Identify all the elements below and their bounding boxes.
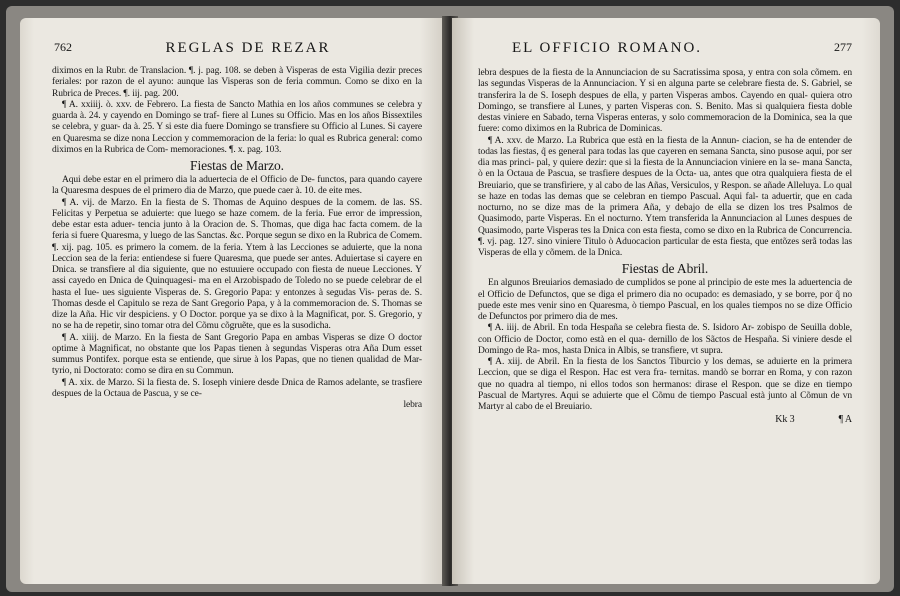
left-running-title: REGLAS DE REZAR	[165, 40, 331, 56]
left-para-ioseph: ¶ A. xix. de Marzo. Si la fiesta de. S. Ioseph viniere desde Dnica de Ramos adelante, se trasfiere despues de la Octaua de Pascua, y se ce-	[52, 377, 422, 399]
right-para-breuiarios: En algunos Breuiarios demasiado de cumplidos se pone al principio de este mes la aduertencia de el Officio de Defunctos, que se diga el primero dia no ocupado: es demasiado, y se borre, por q̃ no puede este mes venir sino en Quaresma, ò tiempo Pascual, en los quales tiempos no se dize Officio de Defunctos por primero dia de mes.	[478, 278, 852, 322]
open-book	[6, 6, 894, 592]
left-para-febrero: ¶ A. xxiiij. ò. xxv. de Febrero. La fiesta de Sancto Mathia en los años communes se celebra y guarda à. 24. y cayendo en Domingo se traf- fiere al Lunes su Officio. Mas en los años Bissextiles se celebra, y guar- da à. 25. Y si este dia fuere Domingo se transfiere su Officio al Lunes. Si cayere en Quaresma se dize nona Leccion y commemoracion de la feria: lo qual es Rubrica general: como diximos en la Rubrica de Com- memoraciones. ¶. x. pag. 103.	[52, 99, 422, 155]
left-heading-marzo: Fiestas de Marzo.	[190, 158, 284, 173]
left-para-gregorio: ¶ A. xiiij. de Marzo. En la fiesta de Sant Gregorio Papa en ambas Visperas se dize O doctor optime à Magnificat, no obstante que los Papas tienen à segundas Visperas otra Aña Dum esset summus Pontifex. porque esta se entiende, que sirue à los Papas, que no tienen qualidad de Mar- tyrio, ni Doctorato: como se dira en su Commun.	[52, 332, 422, 377]
right-para-tiburcio: ¶ A. xiij. de Abril. En la fiesta de los Sanctos Tiburcio y los demas, se aduierte en la primera Leccion, que se diga el Respon. Hac est vera fra- ternitas. mandò se borrar en Roma, y con razon que no quadra al tiempo, ni ellos todos son hermanos: dirase el Respon. que se dize en tiempo Pascual de Martyres. Aqui se aduierte que el Cõmu de tiempo Pascual està junto al Cõmun de vn Martyr al cabo de el Breuiario.	[478, 357, 852, 412]
left-para-opening: diximos en la Rubr. de Translacion. ¶. j. pag. 108. se deben à Visperas de esta Vigilia dezir preces feriales: por razon de el ayuno: aunque las Visperas son de feria commun. Como se dixo en la Rubrica de Preces. ¶. iij. pag. 200.	[52, 66, 422, 99]
right-catchword: ¶ A	[838, 414, 852, 426]
right-footer	[478, 414, 852, 425]
left-page-number: 762	[54, 40, 72, 54]
right-text-block	[478, 68, 852, 426]
right-running-title: EL OFFICIO ROMANO.	[512, 40, 703, 56]
left-text-block	[52, 66, 422, 411]
right-running-head	[512, 40, 852, 57]
right-heading-abril: Fiestas de Abril.	[621, 261, 709, 277]
left-page	[20, 18, 448, 584]
right-signature-mark: Kk 3	[775, 414, 795, 426]
right-page	[452, 18, 880, 584]
left-running-head	[54, 40, 424, 57]
right-page-number: 277	[834, 40, 852, 54]
right-para-isidoro: ¶ A. iiij. de Abril. En toda Hespaña se celebra fiesta de. S. Isidoro Ar- zobispo de Seuilla doble, con Officio de Doctor, como està en el qua- dernillo de los Sãctos de Hespaña. Si viniere desde el Domingo de Ra- mos, hasta Dnica in Albis, se transfiere, vt supra.	[478, 323, 852, 356]
left-catchword: lebra	[403, 400, 422, 410]
right-para-continuation: lebra despues de la fiesta de la Annunciacion de su Sacratissima sposa, y entra con sola cõmem. en las segundas Visperas de la Annunciacion. Y si en alguna parte se celebrare fiesta de. S. Gabriel, se transferira la de S. Ioseph despues de ella, y parten Visperas ambos. Cayendo en qual- quiera otro Domingo, se transfiere al Lunes, y parten Visperas con. S. Benito. Mas si qualquiera fiesta doble destas viniere en Sabado, terna Visperas enteras, y solo commemoracion de la Dominica, sea la que fuere: como diximos en la Rubrica de Dominicas.	[478, 68, 852, 135]
left-para-thomas: ¶ A. vij. de Marzo. En la fiesta de S. Thomas de Aquino despues de la comem. de las. SS. Felicitas y Perpetua se aduierte: que luego se haze comem. de la feria. Fue error de impression, debe estar esta aduer- tencia junto à la Oracion de. S. Thomas, que diga hac facta comem. de la feria si fuere Quaresma, y luego de las Sanctas. &c. Porque segun se dixo en la Rubrica de Comem. ¶. xij. pag. 105. es primero la comem. de la feria. Ytem à las Lecciones se aduierte, que la nona Leccion sea de la feria: entiendese si fuere Quaresma, que puede ser antes. Aduiertase si cayere en Dnica. se transfiere al dia siguiente, que no estuuiere occupado con fiesta de nueue Lecciones. Y assi cayedo en Dnica de Quinquagesi- ma en el Arzobispado de Toledo no se puede celebrar de el hasta el Iue- ues siguiente Visperas de. S. Gregorio Papa: y entonzes à segudas Vis- peras de. S. Thomas desde el Capitulo se reza de Sant Gregorio Papa, y à la commemoracion de. S. Thomas se dize la Aña. Hic vir despiciens. y O Doctor. porque ya se dixo à la Magnificat, por. S. Gregorio, y no se ha de repetir, sino tomar otra del Cõmu cõgruẽte, que es la susodicha.	[52, 197, 422, 332]
right-para-annunciacion: ¶ A. xxv. de Marzo. La Rubrica que està en la fiesta de la Annun- ciacion, se ha de entender de todas las fiestas, q̃ es general para todas las que cayeren en semana Sancta, sino pusose aqui, por ser dia mas princi- pal, y quiere dezir: que si la fiesta de la Annunciacion viniere en la se- mana Sancta, ò en la Octaua de Pascua, se trasfiere despues de la Octa- ua, antes que otra qualquiera fiesta de el Breuiario, que se transfiriere, y al cabo de las Añas, Versiculos, y Respon. se añade Alleluya. Lo qual se haze en todas las demas que se celebran en tiempo Pascual. Aqui fal- ta aduertir, que en cada nocturno, no se dize mas de la primera Aña, y debajo de ella se dizen los tres Psalmos de Quasimodo, parte Visperas. En el nocturno. Ytem transferida la Annunciacion al Lunes despues de Quasimodo, parte Visperas tes la Dnica con esta fiesta, como se dixo en la Rubrica de Concurrencia. ¶. vj. pag. 127. sino viniere Titulo ò Aduocacion particular de esta fiesta, que entõzes serã todas las Visperas de ella y cõmem. de la Dnica.	[478, 135, 852, 258]
left-para-defunctos: Aqui debe estar en el primero dia la aduertecia de el Officio de De- functos, para quando cayere la Quaresma despues de el primero dia de Marzo, que puede caer à. 10. de eite mes.	[52, 175, 422, 197]
